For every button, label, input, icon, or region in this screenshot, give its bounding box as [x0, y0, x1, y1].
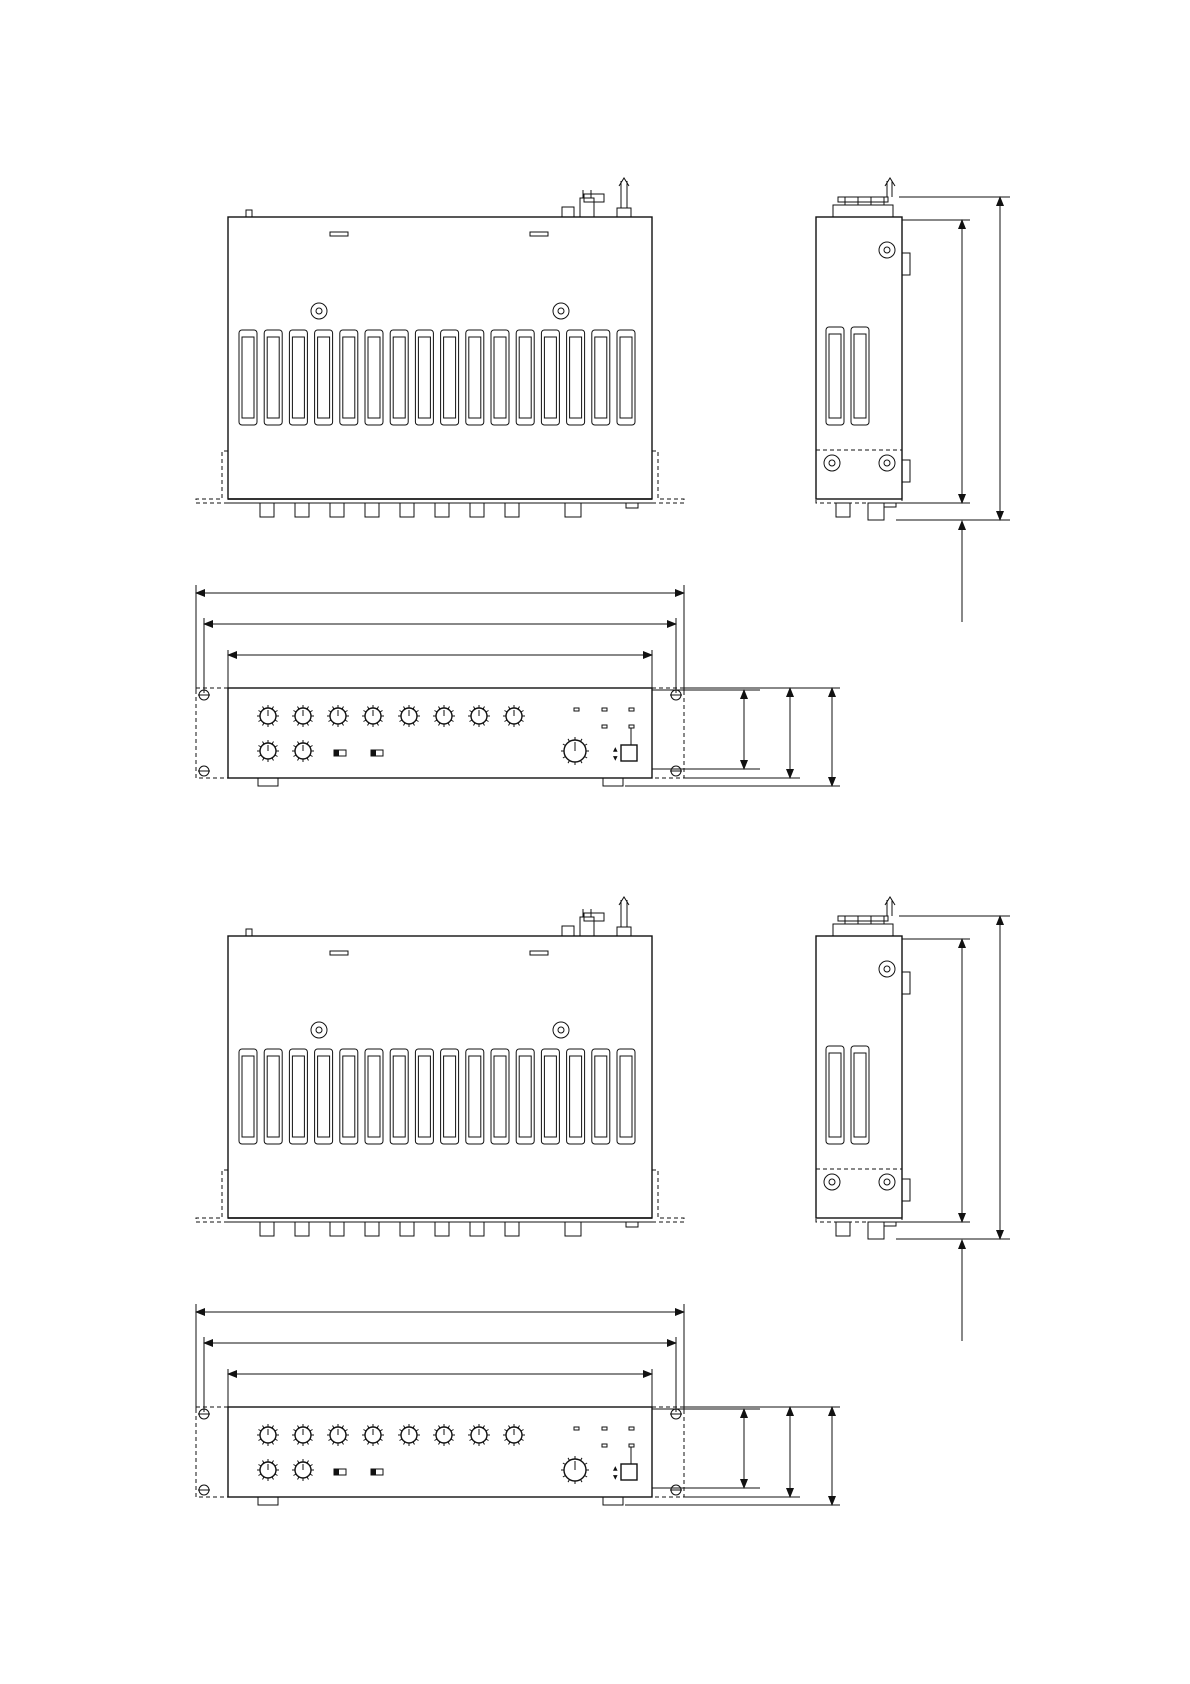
unit-a-side-view [816, 178, 1010, 622]
unit-b-side-view [816, 897, 1010, 1341]
unit-a-front-view [196, 585, 840, 786]
unit-a-drawing [196, 178, 1010, 786]
unit-a-top-view [196, 178, 684, 517]
unit-b-front-view [196, 1304, 840, 1505]
unit-b-top-view [196, 897, 684, 1236]
unit-b-drawing [196, 897, 1010, 1505]
